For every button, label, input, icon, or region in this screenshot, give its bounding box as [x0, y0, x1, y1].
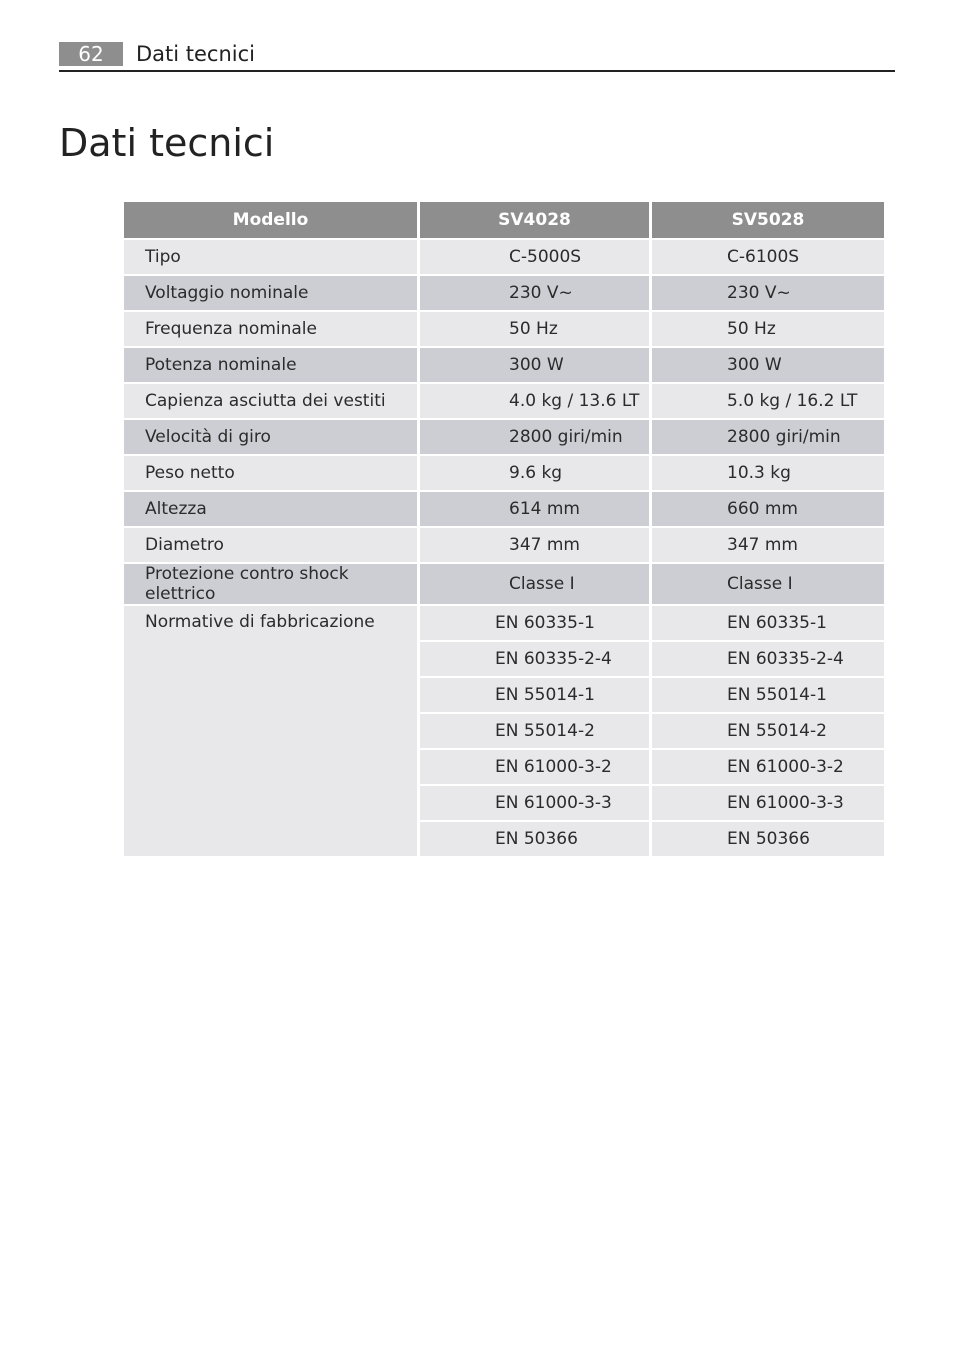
standard-sv4028: EN 55014-1 — [417, 678, 649, 714]
row-label: Diametro — [124, 528, 417, 564]
row-label: Potenza nominale — [124, 348, 417, 384]
table-row — [124, 456, 884, 492]
row-label: Velocità di giro — [124, 420, 417, 456]
value-sv4028: Classe I — [417, 564, 649, 606]
technical-data-table — [124, 202, 884, 858]
page-number: 62 — [59, 42, 123, 66]
value-sv4028: 347 mm — [417, 528, 649, 564]
standards-row — [124, 606, 884, 642]
table-row — [124, 312, 884, 348]
value-sv5028: C-6100S — [649, 240, 884, 276]
standard-sv4028: EN 60335-2-4 — [417, 642, 649, 678]
column-header-model: Modello — [124, 202, 417, 240]
value-sv5028: 2800 giri/min — [649, 420, 884, 456]
standard-sv4028: EN 61000-3-2 — [417, 750, 649, 786]
value-sv5028: 10.3 kg — [649, 456, 884, 492]
value-sv5028: Classe I — [649, 564, 884, 606]
value-sv4028: 50 Hz — [417, 312, 649, 348]
value-sv5028: 660 mm — [649, 492, 884, 528]
value-sv4028: 230 V~ — [417, 276, 649, 312]
standard-sv4028: EN 50366 — [417, 822, 649, 858]
standard-sv5028: EN 61000-3-2 — [649, 750, 884, 786]
value-sv4028: 9.6 kg — [417, 456, 649, 492]
value-sv4028: 300 W — [417, 348, 649, 384]
value-sv5028: 5.0 kg / 16.2 LT — [649, 384, 884, 420]
standard-sv4028: EN 55014-2 — [417, 714, 649, 750]
value-sv4028: C-5000S — [417, 240, 649, 276]
table-row — [124, 420, 884, 456]
value-sv5028: 300 W — [649, 348, 884, 384]
column-header-sv5028: SV5028 — [649, 202, 884, 240]
value-sv5028: 230 V~ — [649, 276, 884, 312]
standard-sv5028: EN 55014-1 — [649, 678, 884, 714]
value-sv5028: 50 Hz — [649, 312, 884, 348]
row-label: Capienza asciutta dei vestiti — [124, 384, 417, 420]
table-row — [124, 384, 884, 420]
table-row — [124, 492, 884, 528]
table-row — [124, 240, 884, 276]
standard-sv5028: EN 55014-2 — [649, 714, 884, 750]
column-header-sv4028: SV4028 — [417, 202, 649, 240]
value-sv4028: 4.0 kg / 13.6 LT — [417, 384, 649, 420]
table-row — [124, 348, 884, 384]
table-row — [124, 564, 884, 606]
row-label: Peso netto — [124, 456, 417, 492]
value-sv5028: 347 mm — [649, 528, 884, 564]
page-title: Dati tecnici — [59, 121, 275, 165]
running-header — [59, 40, 895, 72]
table-header-row — [124, 202, 884, 240]
table-row — [124, 276, 884, 312]
row-label: Frequenza nominale — [124, 312, 417, 348]
standard-sv5028: EN 60335-2-4 — [649, 642, 884, 678]
standards-label: Normative di fabbricazione — [124, 606, 417, 858]
standard-sv5028: EN 50366 — [649, 822, 884, 858]
standard-sv5028: EN 61000-3-3 — [649, 786, 884, 822]
value-sv4028: 2800 giri/min — [417, 420, 649, 456]
header-section-title: Dati tecnici — [136, 42, 256, 66]
row-label: Altezza — [124, 492, 417, 528]
value-sv4028: 614 mm — [417, 492, 649, 528]
row-label: Tipo — [124, 240, 417, 276]
table-row — [124, 528, 884, 564]
row-label: Protezione contro shock elettrico — [124, 564, 417, 606]
standard-sv4028: EN 61000-3-3 — [417, 786, 649, 822]
standard-sv5028: EN 60335-1 — [649, 606, 884, 642]
standard-sv4028: EN 60335-1 — [417, 606, 649, 642]
row-label: Voltaggio nominale — [124, 276, 417, 312]
